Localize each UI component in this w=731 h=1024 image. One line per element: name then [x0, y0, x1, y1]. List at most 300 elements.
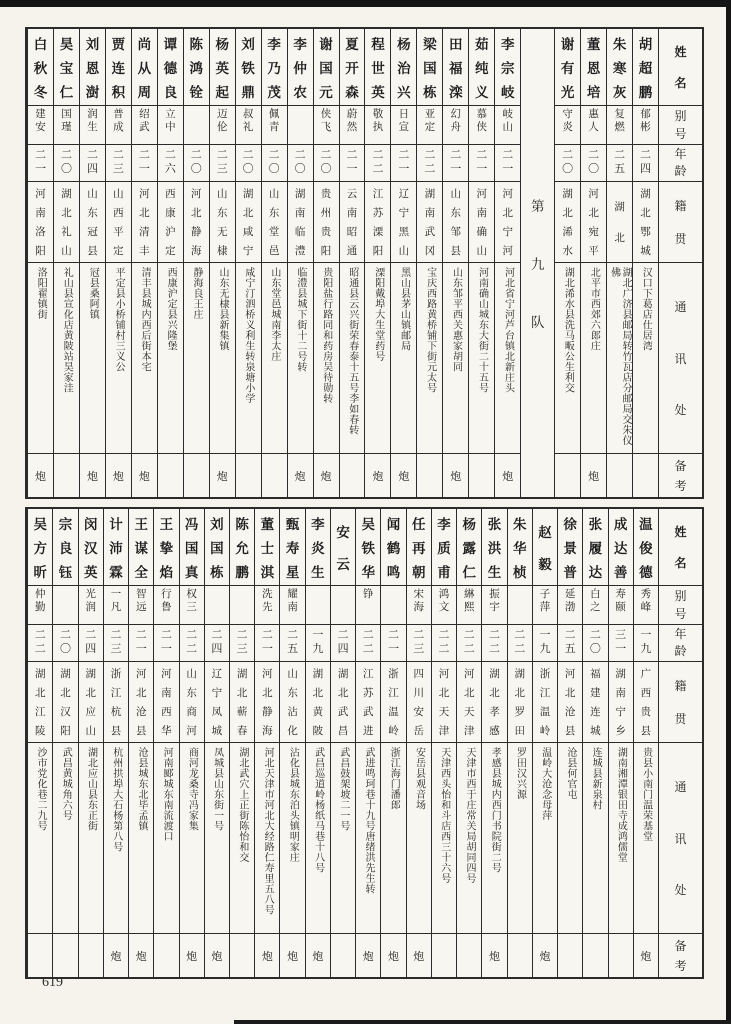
person-column [554, 29, 580, 497]
cjk-char: 二 [160, 629, 172, 642]
cjk-char: 张 [588, 517, 603, 532]
cjk-char: 朱 [512, 517, 527, 532]
cjk-char: 治 [397, 61, 411, 76]
cjk-char: 杨 [462, 517, 476, 532]
person-remark [132, 454, 157, 497]
person-name [129, 509, 153, 586]
cjk-char: 二 [35, 149, 47, 162]
person-origin [230, 662, 254, 743]
person-age [79, 625, 103, 662]
person-remark [28, 934, 52, 977]
cjk-char: 二 [614, 149, 626, 162]
person-remark [184, 454, 209, 497]
person-name [356, 509, 380, 586]
person-contact-text: 罗田汉兴源 [514, 747, 526, 800]
person-remark [365, 454, 390, 497]
person-alias [104, 586, 128, 625]
person-age [28, 625, 52, 662]
person-origin [381, 662, 405, 743]
cjk-char: 蔚 [346, 109, 358, 120]
person-alias [533, 586, 557, 625]
person-alias [262, 106, 287, 145]
cjk-char: 平 [113, 227, 124, 238]
person-alias [581, 106, 606, 145]
person-contact-cell [417, 263, 442, 454]
person-name [79, 509, 103, 586]
cjk-char: 鼎 [241, 85, 255, 100]
cjk-char: 北 [562, 208, 573, 219]
person-name [314, 29, 339, 106]
cjk-char: 三 [112, 163, 124, 175]
person-contact-cell [607, 263, 632, 454]
person-remark [443, 454, 468, 497]
cjk-char: 胡 [638, 37, 653, 52]
person-origin [609, 662, 633, 743]
person-column [364, 29, 390, 497]
roster-table-squad-nine-part2 [25, 507, 704, 979]
person-age [331, 625, 355, 662]
cjk-char: 生 [87, 121, 98, 133]
person-remark [180, 934, 204, 977]
cjk-char: 谋 [134, 541, 148, 556]
cjk-char: 汉 [83, 541, 98, 556]
cjk-char: 福 [590, 669, 601, 680]
person-contact-text: 河北省宁河芦台镇北新庄头 [502, 267, 514, 393]
person-remark [28, 454, 53, 497]
person-column [78, 509, 103, 977]
person-remark [417, 454, 442, 497]
person-name [104, 509, 128, 586]
person-age [314, 145, 339, 182]
cjk-char: 程 [371, 37, 385, 52]
cjk-char: 贵 [320, 189, 332, 200]
person-alias [417, 106, 442, 145]
person-origin [365, 182, 390, 263]
cjk-char: 炮 [372, 470, 384, 483]
person-alias [210, 106, 235, 145]
cjk-char: 南 [287, 601, 298, 613]
cjk-char: 复 [614, 109, 625, 120]
cjk-char: 北 [242, 208, 254, 219]
cjk-char: 九 [530, 257, 545, 272]
person-contact-text: 山东无棣县新集镇 [216, 267, 228, 351]
cjk-char: 燃 [614, 121, 625, 133]
cjk-char: 二 [138, 149, 150, 162]
cjk-char: 宝 [59, 61, 74, 76]
person-contact-text: 天津市西于庄常关局胡同四号 [463, 747, 475, 884]
person-name [80, 29, 105, 106]
cjk-char: 南 [294, 208, 306, 219]
person-column [103, 509, 128, 977]
cjk-char: 行 [161, 589, 172, 600]
person-age [230, 625, 254, 662]
person-age [106, 145, 131, 182]
cjk-char: 良 [163, 85, 178, 100]
person-origin [457, 662, 481, 743]
cjk-char: 应 [85, 707, 96, 718]
person-age [457, 625, 481, 662]
cjk-char: 沛 [109, 541, 123, 556]
person-age [356, 625, 380, 662]
person-contact-text: 杭州拱埠大石杨第八号 [110, 747, 122, 852]
cjk-char: 湖 [236, 669, 248, 680]
cjk-char: 董 [260, 517, 275, 532]
cjk-char: 〇 [294, 163, 306, 175]
cjk-char: 二 [337, 629, 349, 642]
cjk-char: 连 [590, 707, 601, 718]
cjk-char: 罗 [514, 707, 525, 718]
cjk-char: 吴 [361, 517, 376, 532]
cjk-char: 露 [462, 541, 476, 556]
person-contact-text: 洛阳翟镇街 [35, 267, 47, 320]
person-column [313, 29, 339, 497]
cjk-char: 润 [87, 109, 98, 120]
cjk-char: 二 [476, 149, 488, 162]
person-remark [314, 454, 339, 497]
person-contact-cell [288, 263, 313, 454]
person-contact-cell [205, 743, 229, 934]
cjk-char: 挚 [159, 541, 174, 556]
cjk-char: 河 [463, 669, 475, 680]
cjk-char: 西 [113, 208, 124, 219]
cjk-char: 一 [539, 629, 551, 642]
person-remark [80, 454, 105, 497]
cjk-char: 二 [413, 629, 425, 642]
person-name [432, 509, 456, 586]
cjk-char: 二 [450, 149, 462, 162]
person-name [381, 509, 405, 586]
cjk-char: 日 [398, 109, 410, 120]
cjk-char: 〇 [190, 163, 202, 175]
cjk-char: 宁 [242, 246, 254, 257]
cjk-char: 感 [489, 726, 500, 737]
cjk-char: 北 [35, 688, 46, 699]
cjk-char: 江 [35, 707, 46, 718]
cjk-char: 山 [287, 669, 298, 680]
person-remark [262, 454, 287, 497]
cjk-char: 普 [113, 109, 124, 120]
cjk-char: 钰 [58, 565, 73, 580]
cjk-char: 振 [489, 589, 500, 600]
cjk-char: 炮 [216, 470, 228, 483]
cjk-char: 山 [268, 189, 280, 200]
cjk-char: 二 [488, 629, 500, 642]
cjk-char: 县 [87, 246, 98, 257]
cjk-char: 允 [235, 541, 249, 556]
cjk-char: 岭 [388, 726, 399, 737]
person-contact-cell [28, 743, 52, 934]
cjk-char: 天 [463, 707, 475, 718]
cjk-char: 贯 [674, 711, 687, 726]
cjk-char: 二 [463, 629, 475, 642]
cjk-char: 一 [110, 589, 122, 600]
person-contact-cell [555, 263, 580, 454]
cjk-char: 一 [640, 629, 652, 642]
person-age [255, 625, 279, 662]
cjk-char: 河 [186, 726, 197, 737]
person-alias [607, 106, 632, 145]
cjk-char: 汉 [60, 707, 71, 718]
cjk-char: 海 [413, 601, 425, 613]
person-origin [154, 662, 178, 743]
cjk-char: 名 [674, 556, 687, 570]
person-name [306, 509, 330, 586]
header-name [659, 509, 702, 586]
person-contact-cell [407, 743, 431, 934]
cjk-char: 青 [268, 121, 280, 133]
person-column [27, 29, 53, 497]
person-name [633, 29, 658, 106]
cjk-char: 云 [336, 557, 350, 572]
person-contact-cell [154, 743, 178, 934]
person-age [581, 145, 606, 182]
person-column [53, 29, 79, 497]
person-contact-text: 湖北浠水县洗马畈公生利交 [562, 267, 574, 393]
cjk-char: 定 [165, 246, 176, 257]
person-origin [104, 662, 128, 743]
person-column [254, 509, 279, 977]
cjk-char: 峰 [640, 601, 652, 613]
cjk-char: 二 [640, 149, 652, 162]
cjk-char: 东 [268, 208, 280, 219]
person-remark [154, 934, 178, 977]
cjk-char: 周 [137, 85, 152, 100]
cjk-char: 赵 [538, 525, 552, 540]
person-name [280, 509, 304, 586]
person-contact-cell [104, 743, 128, 934]
person-contact-text: 临澧县城下街十二号转 [294, 267, 306, 372]
person-contact-text: 溧阳戴埠大生堂药号 [372, 267, 384, 362]
person-contact-text: 沧县何官屯 [564, 747, 576, 800]
cjk-char: 西 [161, 707, 172, 718]
cjk-char: 灰 [612, 85, 627, 100]
person-contact-cell [54, 263, 79, 454]
header-contact [659, 263, 702, 454]
person-contact-cell [314, 263, 339, 454]
cjk-char: 成 [613, 517, 628, 532]
person-age [443, 145, 468, 182]
header-remark [659, 934, 702, 977]
cjk-char: 二 [424, 163, 436, 175]
cjk-char: 二 [562, 149, 574, 162]
cjk-char: 河 [502, 189, 513, 200]
cjk-char: 苏 [372, 208, 384, 219]
cjk-char: 伦 [216, 121, 228, 133]
person-alias [558, 586, 582, 625]
cjk-char: 无 [216, 227, 228, 238]
person-origin [236, 182, 261, 263]
cjk-char: 浙 [110, 669, 122, 680]
person-remark [331, 934, 355, 977]
person-contact-cell [482, 743, 506, 934]
cjk-char: 贯 [674, 231, 687, 246]
cjk-char: 远 [135, 601, 147, 613]
person-origin [306, 662, 330, 743]
person-age [104, 625, 128, 662]
person-alias [555, 106, 580, 145]
cjk-char: 〇 [562, 163, 574, 175]
cjk-char: 宗 [58, 517, 73, 532]
person-column [179, 509, 204, 977]
person-column [456, 509, 481, 977]
cjk-char: 炮 [261, 950, 273, 963]
cjk-char: 东 [87, 208, 98, 219]
cjk-char: 广 [640, 669, 652, 680]
cjk-char: 静 [191, 227, 202, 238]
cjk-char: 山 [186, 669, 197, 680]
cjk-char: 智 [135, 589, 147, 600]
cjk-char: 宁 [615, 707, 626, 718]
cjk-char: 亚 [424, 109, 436, 120]
cjk-char: 朝 [412, 565, 426, 580]
header-alias [659, 106, 702, 145]
cjk-char: 陈 [235, 517, 249, 532]
person-name [634, 509, 658, 586]
person-remark [288, 454, 313, 497]
person-name [331, 509, 355, 586]
cjk-char: 河 [161, 669, 172, 680]
cjk-char: 杨 [397, 37, 411, 52]
person-column [279, 509, 304, 977]
header-origin [659, 662, 702, 743]
cjk-char: 二 [398, 149, 410, 162]
cjk-char: 贵 [640, 707, 652, 718]
cjk-char: 平 [588, 246, 599, 257]
cjk-char: 北 [514, 688, 525, 699]
cjk-char: 北 [564, 688, 576, 699]
cjk-char: 南 [476, 208, 487, 219]
person-contact-text: 平定县小桥铺村三义公 [113, 267, 125, 372]
person-contact-text: 北平市西郊六郎庄 [588, 267, 600, 351]
cjk-char: 武 [363, 707, 374, 718]
person-age [306, 625, 330, 662]
cjk-char: 年 [674, 627, 687, 641]
person-alias [255, 586, 279, 625]
cjk-char: 四 [211, 643, 223, 655]
person-age [495, 145, 520, 182]
cjk-char: 朱 [612, 37, 627, 52]
cjk-char: 滦 [449, 85, 463, 100]
person-contact-cell [495, 263, 520, 454]
cjk-char: 闻 [386, 517, 401, 532]
cjk-char: 人 [588, 121, 599, 133]
cjk-char: 棣 [216, 246, 228, 257]
person-remark [205, 934, 229, 977]
person-remark [129, 934, 153, 977]
cjk-char: 二 [190, 149, 202, 162]
person-origin [28, 662, 52, 743]
cjk-char: 国 [184, 541, 199, 556]
cjk-char: 二 [346, 149, 358, 162]
person-alias [457, 586, 481, 625]
person-alias [54, 106, 79, 145]
cjk-char: 三 [186, 601, 197, 613]
cjk-char: 星 [285, 565, 300, 580]
cjk-char: 城 [211, 726, 223, 737]
person-origin [443, 182, 468, 263]
cjk-char: 慕 [476, 109, 487, 120]
cjk-char: 阳 [35, 246, 46, 257]
cjk-char: 炮 [320, 470, 332, 483]
cjk-char: 二 [236, 629, 248, 642]
person-age [154, 625, 178, 662]
cjk-char: 二 [164, 149, 176, 162]
scan-edge-artifact-right [726, 0, 731, 1024]
cjk-char: 二 [186, 629, 198, 642]
person-origin [205, 662, 229, 743]
person-contact-cell [581, 263, 606, 454]
person-contact-cell [79, 743, 103, 934]
person-age [180, 625, 204, 662]
cjk-char: 云 [346, 189, 358, 200]
cjk-char: 湖 [424, 189, 436, 200]
cjk-char: 桢 [512, 565, 527, 580]
person-column [632, 29, 658, 497]
person-contact-cell [53, 743, 77, 934]
person-name [154, 509, 178, 586]
cjk-char: 守 [562, 109, 573, 120]
person-name [340, 29, 365, 106]
cjk-char: 萍 [539, 601, 551, 613]
cjk-char: 宇 [489, 601, 500, 613]
person-alias [482, 586, 506, 625]
cjk-char: 天 [438, 707, 450, 718]
cjk-char: 九 [640, 643, 652, 655]
person-contact-cell [432, 743, 456, 934]
cjk-char: 立 [165, 109, 176, 120]
cjk-char: 郁 [640, 109, 651, 120]
cjk-char: 延 [564, 589, 576, 600]
cjk-char: 二 [320, 149, 332, 162]
cjk-char: 县 [640, 726, 652, 737]
cjk-char: 川 [413, 688, 425, 699]
person-name [255, 509, 279, 586]
cjk-char: 湖 [337, 669, 349, 680]
cjk-char: 兴 [397, 85, 411, 100]
cjk-char: 武 [139, 121, 150, 133]
cjk-char: 河 [262, 669, 273, 680]
cjk-char: 子 [539, 589, 551, 600]
person-origin [633, 182, 658, 263]
cjk-char: 五 [287, 643, 299, 655]
person-contact-cell [356, 743, 380, 934]
cjk-char: 四 [85, 643, 97, 655]
person-name [407, 509, 431, 586]
cjk-char: 南 [35, 208, 46, 219]
cjk-char: 宁 [502, 227, 513, 238]
person-name [180, 509, 204, 586]
cjk-char: 一 [261, 643, 273, 655]
cjk-char: 光 [85, 589, 96, 600]
person-origin [417, 182, 442, 263]
person-alias [205, 586, 229, 625]
cjk-char: 熙 [463, 601, 475, 613]
cjk-char: 清 [139, 227, 150, 238]
person-contact-cell [255, 743, 279, 934]
person-origin [53, 662, 77, 743]
cjk-char: 勤 [35, 601, 46, 613]
person-origin [583, 662, 607, 743]
cjk-char: 县 [564, 726, 576, 737]
cjk-char: 临 [294, 227, 306, 238]
cjk-char: 霖 [109, 565, 123, 580]
person-age [407, 625, 431, 662]
cjk-char: 二 [211, 629, 223, 642]
cjk-char: 澍 [85, 85, 100, 100]
header-alias [659, 586, 702, 625]
cjk-char: 九 [312, 643, 324, 655]
person-age [205, 625, 229, 662]
